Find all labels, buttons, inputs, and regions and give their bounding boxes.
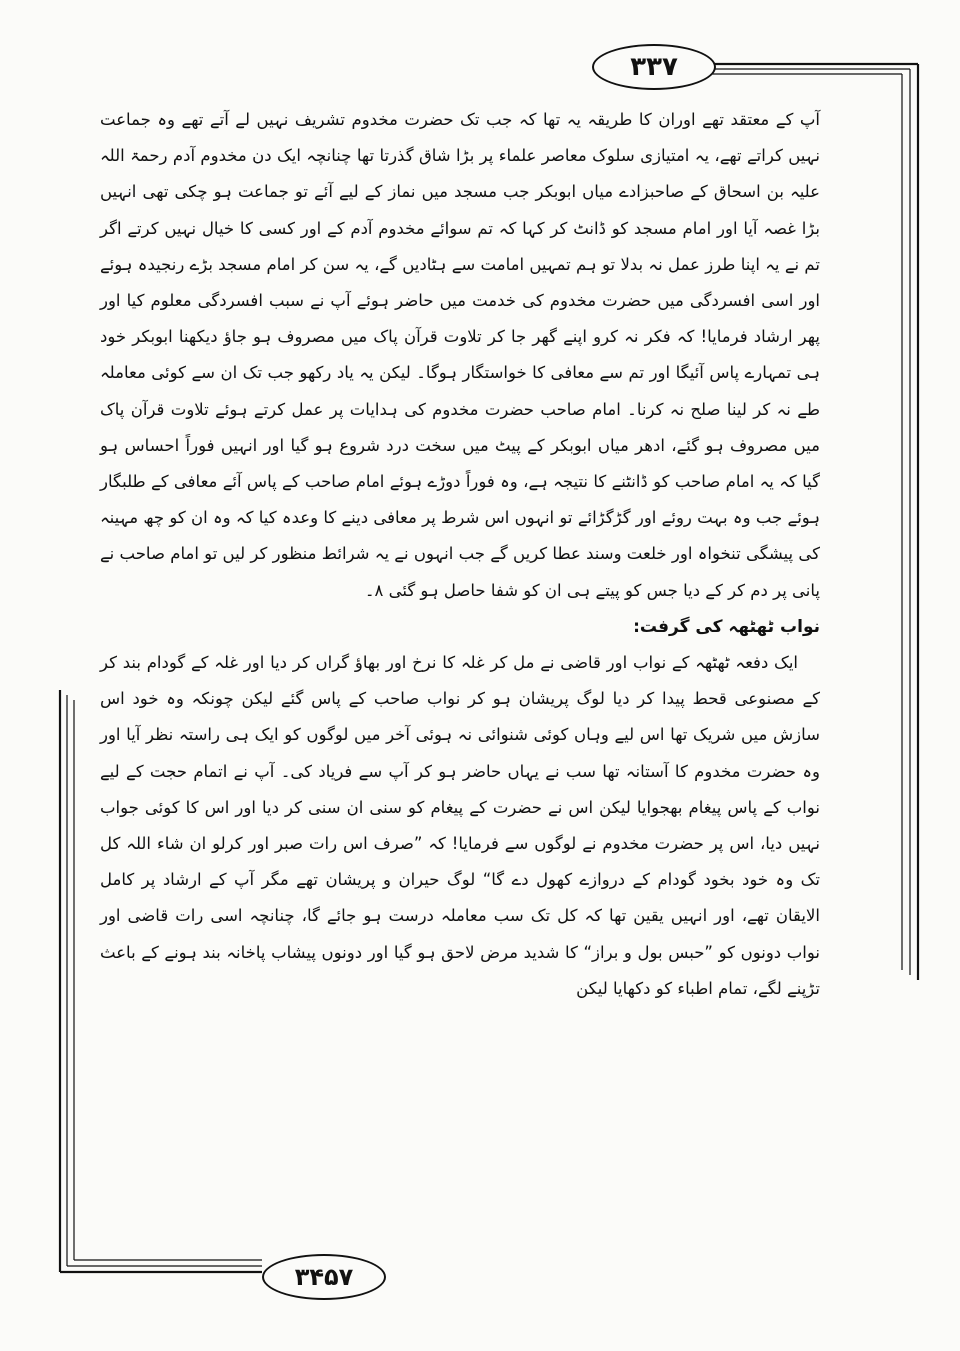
paragraph-2: ایک دفعہ ٹھٹھہ کے نواب اور قاضی نے مل کر غلہ کا نرخ اور بھاؤ گراں کر دیا اور غلہ کے گودام بند کر کے مصنوعی قحط پیدا کر دیا لوگ پریشان ہو کر نواب صاحب کے پاس گئے لیکن چونکہ وہ خود اس سازش میں شریک تھا اس لیے وہاں کوئی شنوائی نہ ہوئی آخر میں لوگوں کو ایک ہی راستہ نظر آیا اور وہ حضرت مخدوم کا آستانہ تھا سب نے یہاں حاضر ہو کر آپ سے فریاد کی۔ آپ نے اتمام حجت کے لیے نواب کے پاس پیغام بھجوایا لیکن اس نے حضرت کے پیغام کو سنی ان سنی کر دیا اور اس کا کوئی جواب نہیں دیا، اس پر حضرت مخدوم نے لوگوں سے فرمایا! کہ ”صرف اس رات صبر اور کرلو ان شاء اللہ کل تک وہ خود بخود گودام کے دروازے کھول دے گا“ لوگ حیران و پریشان تھے مگر آپ کے ارشاد پر کامل الایقان تھے، اور انہیں یقین تھا کہ کل تک سب معاملہ درست ہو جائے گا، چنانچہ اسی رات قاضی اور نواب دونوں کو ”حبس بول و براز“ کا شدید مرض لاحق ہو گیا اور دونوں پیشاب پاخانہ بند ہونے کے باعث تڑپنے لگے، تمام اطباء کو دکھایا لیکن xyxy=(100,653,820,998)
section-heading: نواب ٹھٹھہ کی گرفت: xyxy=(633,616,820,637)
paragraph-1: آپ کے معتقد تھے اوران کا طریقہ یہ تھا کہ جب تک حضرت مخدوم تشریف نہیں لے آتے تھے وہ جماعت نہیں کراتے تھے، یہ امتیازی سلوک معاصر علماء پر بڑا شاق گذرتا تھا چنانچہ ایک دن مخدوم آدم رحمۃ اللہ علیہ بن اسحاق کے صاحبزادے میاں ابوبکر جب مسجد میں نماز کے لیے آئے تو جماعت ہو چکی تھی انہیں بڑا غصہ آیا اور امام مسجد کو ڈانٹ کر کہا کہ تم سوائے مخدوم آدم کے اور کسی کا خیال نہیں کرتے اگر تم نے یہ اپنا طرز عمل نہ بدلا تو ہم تمہیں امامت سے ہٹادیں گے، یہ سن کر امام مسجد بڑے رنجیدہ ہوئے اور اسی افسردگی میں حضرت مخدوم کی خدمت میں حاضر ہوئے آپ نے سبب افسردگی معلوم کیا اور پھر ارشاد فرمایا! کہ فکر نہ کرو اپنے گھر جا کر تلاوت قرآن پاک میں مصروف ہو جاؤ دیکھنا ابوبکر خود ہی تمہارے پاس آئیگا اور تم سے معافی کا خواستگار ہوگا۔ لیکن یہ یاد رکھو جب تک ان سے کوئی معاملہ طے نہ کر لینا صلح نہ کرنا۔ امام صاحب حضرت مخدوم کی ہدایات پر عمل کرتے ہوئے تلاوت قرآن پاک میں مصروف ہو گئے، ادھر میاں ابوبکر کے پیٹ میں سخت درد شروع ہو گیا اور انہیں فوراً احساس ہو گیا کہ یہ امام صاحب کو ڈانٹنے کا نتیجہ ہے، وہ فوراً دوڑے ہوئے امام صاحب کے پاس آئے معافی کے طلبگار ہوئے جب وہ بہت روئے اور گڑگڑائے تو انہوں اس شرط پر معافی دینے کا وعدہ کیا کہ وہ ان کو چھ مہینہ کی پیشگی تنخواہ اور خلعت وسند عطا کریں گے جب انہوں نے یہ شرائط منظور کر لیں تو امام صاحب نے پانی پر دم کر کے دیا جس کو پیتے ہی ان کو شفا حاصل ہو گئی ۸۔ xyxy=(100,110,820,600)
page-number-bottom: ۳۴۵۷ xyxy=(262,1254,386,1300)
page-number-top: ۳۳۷ xyxy=(592,44,716,90)
page-body xyxy=(100,102,820,1007)
